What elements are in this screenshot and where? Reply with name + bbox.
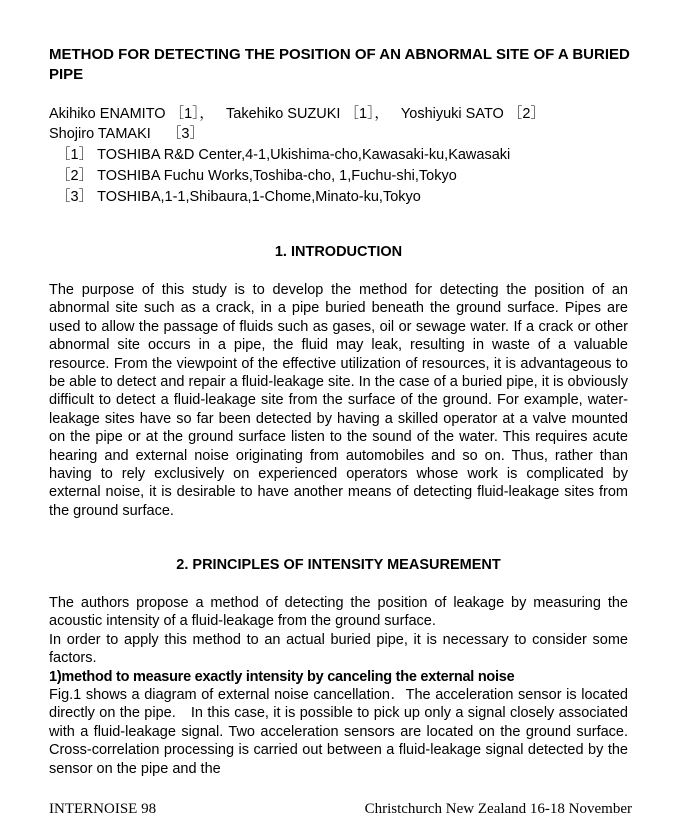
- affiliation: ［2］ TOSHIBA Fuchu Works,Toshiba-cho, 1,Fuchu-shi,Tokyo: [56, 168, 457, 184]
- principles-paragraph-3: Fig.1 shows a diagram of external noise cancellation．The acceleration sensor is located directly on the pipe. In this case, it is possible to pick up only a signal closely associated with a fluid-leakage signal. Two acceleration sensors are located on the ground surface. Cross-correlation processing is carried out between a fluid-leakage signal detected by the sensor on the pipe and the: [49, 687, 628, 777]
- affiliation-list: [56, 145, 646, 208]
- principles-body: [49, 594, 628, 778]
- section-heading-principles: 2. PRINCIPLES OF INTENSITY MEASUREMENT: [176, 557, 501, 573]
- affiliation: ［1］ TOSHIBA R&D Center,4-1,Ukishima-cho,Kawasaki-ku,Kawasaki: [56, 147, 511, 163]
- introduction-paragraph: The purpose of this study is to develop the method for detecting the position of an abnormal site such as a crack, in a pipe buried beneath the ground surface. Pipes are used to allow the passage of fluids such as gases, oil or sewage water. If a crack or other abnormal site occurs in a pipe, the fluid may leak, resulting in waste of a valuable resource. From the viewpoint of the effective utilization of resources, it is advantageous to be able to detect and repair a fluid-leakage site. In the case of a buried pipe, it is obviously difficult to detect a fluid-leakage site from the surface of the ground. For example, water-leakage sites have so far been detected by having a skilled operator at a valve mounted on the pipe or at the ground surface listen to the sound of the water. This requires acute hearing and external noise originating from automobiles and so on. Thus, rather than having to rely exclusively on experienced operators whose work is complicated by external noise, it is desirable to have another means of detecting fluid-leakage sites from the ground surface.: [49, 282, 628, 519]
- section-heading-introduction: 1. INTRODUCTION: [274, 244, 403, 260]
- affiliation: ［3］ TOSHIBA,1-1,Shibaura,1-Chome,Minato-ku,Tokyo: [56, 189, 421, 205]
- principles-paragraph-2: In order to apply this method to an actual buried pipe, it is necessary to consider some factors.: [49, 631, 628, 667]
- author: Shojiro TAMAKI ［3］: [49, 126, 205, 142]
- principles-paragraph-1: The authors propose a method of detecting the position of leakage by measuring the acoustic intensity of a fluid-leakage from the ground surface.: [49, 595, 628, 630]
- footer-conference: INTERNOISE 98: [49, 801, 157, 817]
- footer-location-date: Christchurch New Zealand 16-18 November: [364, 801, 632, 817]
- author: Takehiko SUZUKI ［1］，: [226, 106, 389, 122]
- author: Yoshiyuki SATO ［2］: [400, 106, 545, 122]
- page-footer: [49, 800, 632, 818]
- author: Akihiko ENAMITO ［1］，: [49, 106, 214, 122]
- author-list: [49, 104, 639, 144]
- paper-title: METHOD FOR DETECTING THE POSITION OF AN ABNORMAL SITE OF A BURIED PIPE: [49, 46, 630, 83]
- subsection-heading: 1)method to measure exactly intensity by canceling the external noise: [49, 668, 515, 685]
